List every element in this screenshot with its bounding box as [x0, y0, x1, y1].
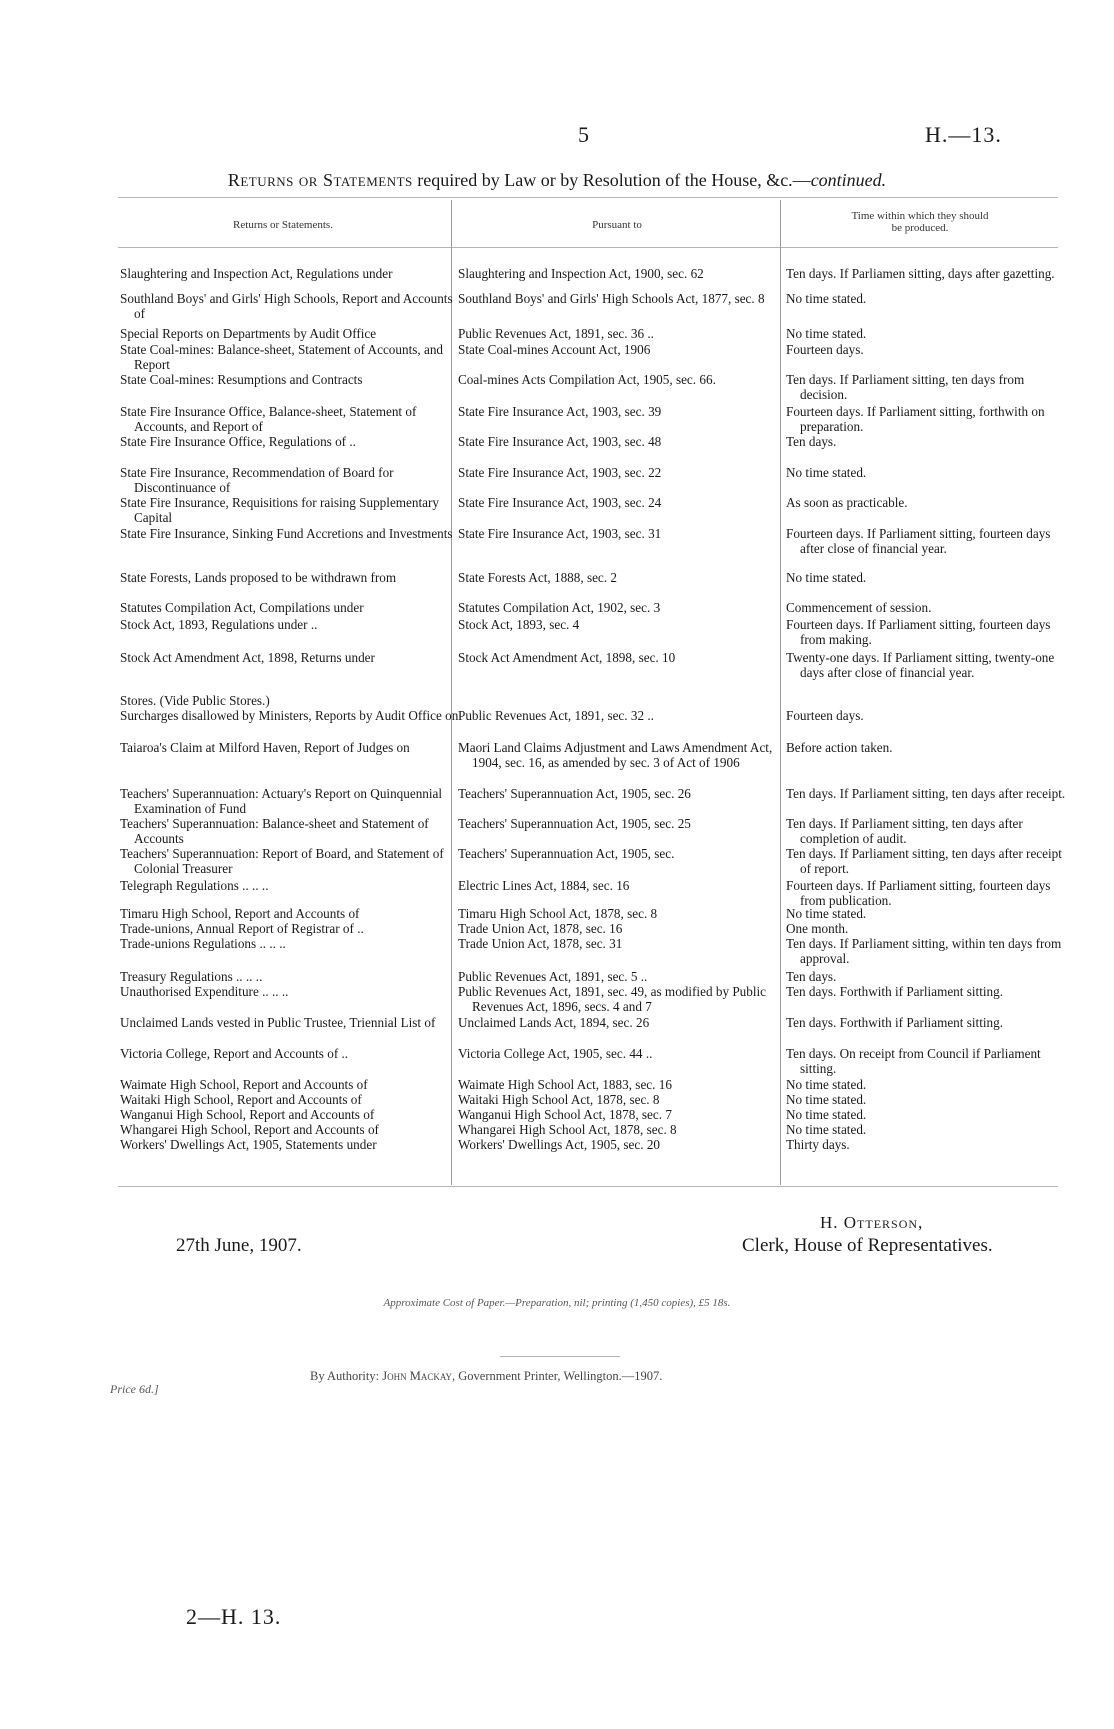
time-cell: No time stated.: [786, 291, 867, 306]
pursuant-cell: Trade Union Act, 1878, sec. 16: [458, 921, 623, 936]
returns-cell: Workers' Dwellings Act, 1905, Statements under: [120, 1137, 377, 1152]
authority-prefix: By Authority:: [310, 1369, 380, 1383]
pursuant-cell: Maori Land Claims Adjustment and Laws Amendment Act, 1904, sec. 16, as amended by sec. 3 of Act of 1906: [458, 740, 773, 770]
returns-cell: Statutes Compilation Act, Compilations under: [120, 600, 364, 615]
time-cell: Ten days.: [786, 969, 837, 984]
time-cell: Ten days. Forthwith if Parliament sitting.: [786, 1015, 1004, 1030]
returns-cell: State Fire Insurance Office, Balance-sheet, Statement of Accounts, and Report of: [120, 404, 417, 434]
pursuant-cell: Southland Boys' and Girls' High Schools Act, 1877, sec. 8: [458, 291, 765, 306]
returns-cell: Treasury Regulations .. .. ..: [120, 969, 263, 984]
returns-cell: Waitaki High School, Report and Accounts of: [120, 1092, 362, 1107]
time-cell: Ten days. Forthwith if Parliament sitting.: [786, 984, 1004, 999]
pursuant-cell: Statutes Compilation Act, 1902, sec. 3: [458, 600, 661, 615]
time-cell: Thirty days.: [786, 1137, 850, 1152]
time-cell: Twenty-one days. If Parliament sitting, twenty-one days after close of financial year.: [786, 650, 1055, 680]
column-header-time-line1: Time within which they should: [851, 210, 989, 222]
returns-cell: Teachers' Superannuation: Balance-sheet and Statement of Accounts: [120, 816, 429, 846]
printer-name: John Mackay,: [382, 1369, 456, 1383]
pursuant-cell: Workers' Dwellings Act, 1905, sec. 20: [458, 1137, 661, 1152]
returns-cell: Stock Act, 1893, Regulations under ..: [120, 617, 318, 632]
returns-cell: Victoria College, Report and Accounts of ..: [120, 1046, 349, 1061]
signature-date: 27th June, 1907.: [176, 1235, 302, 1256]
pursuant-cell: Public Revenues Act, 1891, sec. 5 ..: [458, 969, 648, 984]
time-cell: Ten days. If Parliament sitting, ten days from decision.: [786, 372, 1025, 402]
time-cell: Fourteen days. If Parliament sitting, fourteen days from publication.: [786, 878, 1051, 908]
time-cell: No time stated.: [786, 1107, 867, 1122]
authority-rest: Government Printer, Wellington.—1907.: [458, 1369, 663, 1383]
title-continued: continued.: [810, 170, 887, 190]
pursuant-cell: Whangarei High School Act, 1878, sec. 8: [458, 1122, 677, 1137]
time-cell: No time stated.: [786, 1122, 867, 1137]
time-cell: Ten days. If Parliament sitting, within ten days from approval.: [786, 936, 1062, 966]
pursuant-cell: Public Revenues Act, 1891, sec. 49, as modified by Public Revenues Act, 1896, secs. 4 and 7: [458, 984, 767, 1014]
title-rest: required by Law or by Resolution of the House, &c.—: [417, 170, 811, 190]
pursuant-cell: State Fire Insurance Act, 1903, sec. 48: [458, 434, 662, 449]
time-cell: Commencement of session.: [786, 600, 932, 615]
returns-cell: State Forests, Lands proposed to be withdrawn from: [120, 570, 397, 585]
pursuant-cell: Stock Act Amendment Act, 1898, sec. 10: [458, 650, 676, 665]
returns-cell: Stores. (Vide Public Stores.): [120, 693, 270, 708]
printer-authority: [310, 1369, 662, 1384]
returns-cell: Special Reports on Departments by Audit Office: [120, 326, 377, 341]
column-header-returns: Returns or Statements.: [233, 219, 333, 231]
pursuant-cell: State Forests Act, 1888, sec. 2: [458, 570, 617, 585]
pursuant-cell: Public Revenues Act, 1891, sec. 36 ..: [458, 326, 654, 341]
returns-cell: Waimate High School, Report and Accounts of: [120, 1077, 368, 1092]
returns-cell: Trade-unions, Annual Report of Registrar of ..: [120, 921, 364, 936]
document-reference: H.—13.: [925, 122, 1002, 147]
time-cell: Fourteen days. If Parliament sitting, fourteen days after close of financial year.: [786, 526, 1051, 556]
signature-title: Clerk, House of Representatives.: [742, 1235, 993, 1256]
time-cell: No time stated.: [786, 1092, 867, 1107]
returns-cell: Unauthorised Expenditure .. .. ..: [120, 984, 289, 999]
page-number: 5: [578, 122, 589, 147]
signature-name: H. Otterson,: [820, 1213, 924, 1232]
pursuant-cell: Public Revenues Act, 1891, sec. 32 ..: [458, 708, 654, 723]
returns-cell: Telegraph Regulations .. .. ..: [120, 878, 269, 893]
returns-cell: Timaru High School, Report and Accounts of: [120, 906, 360, 921]
table-bottom-rule: [118, 1186, 1058, 1187]
returns-cell: Slaughtering and Inspection Act, Regulations under: [120, 266, 393, 281]
column-header-time-line2: be produced.: [891, 222, 949, 234]
title-small-caps: Returns or Statements: [227, 170, 413, 190]
returns-cell: Unclaimed Lands vested in Public Trustee, Triennial List of: [120, 1015, 436, 1030]
time-cell: No time stated.: [786, 465, 867, 480]
pursuant-cell: Timaru High School Act, 1878, sec. 8: [458, 906, 658, 921]
pursuant-cell: State Fire Insurance Act, 1903, sec. 24: [458, 495, 662, 510]
time-cell: Ten days. If Parliament sitting, ten days after completion of audit.: [786, 816, 1023, 846]
pursuant-cell: State Fire Insurance Act, 1903, sec. 22: [458, 465, 662, 480]
returns-cell: Southland Boys' and Girls' High Schools, Report and Accounts of: [120, 291, 453, 321]
authority-rule: [500, 1356, 620, 1357]
pursuant-cell: Teachers' Superannuation Act, 1905, sec. 25: [458, 816, 691, 831]
pursuant-cell: Coal-mines Acts Compilation Act, 1905, sec. 66.: [458, 372, 716, 387]
time-cell: Fourteen days.: [786, 342, 864, 357]
time-cell: Before action taken.: [786, 740, 893, 755]
cost-note: Approximate Cost of Paper.—Preparation, nil; printing (1,450 copies), £5 18s.: [383, 1297, 731, 1309]
time-cell: Ten days.: [786, 434, 837, 449]
returns-cell: State Fire Insurance, Requisitions for raising Supplementary Capital: [120, 495, 439, 525]
time-cell: Ten days. If Parliamen sitting, days after gazetting.: [786, 266, 1055, 281]
column-header-pursuant: Pursuant to: [592, 219, 642, 231]
returns-cell: Teachers' Superannuation: Actuary's Report on Quinquennial Examination of Fund: [120, 786, 443, 816]
pursuant-cell: Waitaki High School Act, 1878, sec. 8: [458, 1092, 660, 1107]
returns-cell: Whangarei High School, Report and Accounts of: [120, 1122, 379, 1137]
time-cell: Ten days. On receipt from Council if Parliament sitting.: [786, 1046, 1041, 1076]
time-cell: No time stated.: [786, 570, 867, 585]
pursuant-cell: Victoria College Act, 1905, sec. 44 ..: [458, 1046, 653, 1061]
returns-cell: State Fire Insurance Office, Regulations of ..: [120, 434, 356, 449]
time-cell: Ten days. If Parliament sitting, ten days after receipt.: [786, 786, 1066, 801]
time-cell: Fourteen days. If Parliament sitting, forthwith on preparation.: [786, 404, 1045, 434]
time-cell: Fourteen days.: [786, 708, 864, 723]
returns-cell: State Fire Insurance, Sinking Fund Accretions and Investments: [120, 526, 453, 541]
pursuant-cell: State Fire Insurance Act, 1903, sec. 31: [458, 526, 662, 541]
pursuant-cell: Teachers' Superannuation Act, 1905, sec.: [458, 846, 675, 861]
time-cell: No time stated.: [786, 906, 867, 921]
pursuant-cell: State Fire Insurance Act, 1903, sec. 39: [458, 404, 662, 419]
time-cell: Fourteen days. If Parliament sitting, fourteen days from making.: [786, 617, 1051, 647]
pursuant-cell: Teachers' Superannuation Act, 1905, sec. 26: [458, 786, 691, 801]
pursuant-cell: Waimate High School Act, 1883, sec. 16: [458, 1077, 672, 1092]
returns-cell: Trade-unions Regulations .. .. ..: [120, 936, 286, 951]
returns-cell: Taiaroa's Claim at Milford Haven, Report of Judges on: [120, 740, 410, 755]
pursuant-cell: Electric Lines Act, 1884, sec. 16: [458, 878, 630, 893]
returns-cell: State Coal-mines: Resumptions and Contracts: [120, 372, 363, 387]
time-cell: One month.: [786, 921, 849, 936]
time-cell: No time stated.: [786, 1077, 867, 1092]
pursuant-cell: Slaughtering and Inspection Act, 1900, sec. 62: [458, 266, 704, 281]
pursuant-cell: Unclaimed Lands Act, 1894, sec. 26: [458, 1015, 650, 1030]
pursuant-cell: State Coal-mines Account Act, 1906: [458, 342, 651, 357]
pursuant-cell: Stock Act, 1893, sec. 4: [458, 617, 580, 632]
page-title: [0, 170, 1114, 191]
time-cell: Ten days. If Parliament sitting, ten days after receipt of report.: [786, 846, 1062, 876]
time-cell: As soon as practicable.: [786, 495, 908, 510]
footer-mark: 2—H. 13.: [186, 1604, 282, 1629]
price-note: Price 6d.]: [110, 1382, 159, 1396]
pursuant-cell: Trade Union Act, 1878, sec. 31: [458, 936, 623, 951]
returns-cell: Surcharges disallowed by Ministers, Reports by Audit Office on: [120, 708, 459, 723]
pursuant-cell: Wanganui High School Act, 1878, sec. 7: [458, 1107, 672, 1122]
returns-cell: Teachers' Superannuation: Report of Board, and Statement of Colonial Treasurer: [120, 846, 444, 876]
returns-cell: State Coal-mines: Balance-sheet, Statement of Accounts, and Report: [120, 342, 444, 372]
column-header-time: [786, 210, 1054, 234]
time-cell: No time stated.: [786, 326, 867, 341]
table-top-rule: [118, 197, 1058, 198]
returns-cell: State Fire Insurance, Recommendation of Board for Discontinuance of: [120, 465, 394, 495]
returns-cell: Wanganui High School, Report and Accounts of: [120, 1107, 375, 1122]
table-header-rule: [118, 247, 1058, 248]
returns-cell: Stock Act Amendment Act, 1898, Returns under: [120, 650, 375, 665]
